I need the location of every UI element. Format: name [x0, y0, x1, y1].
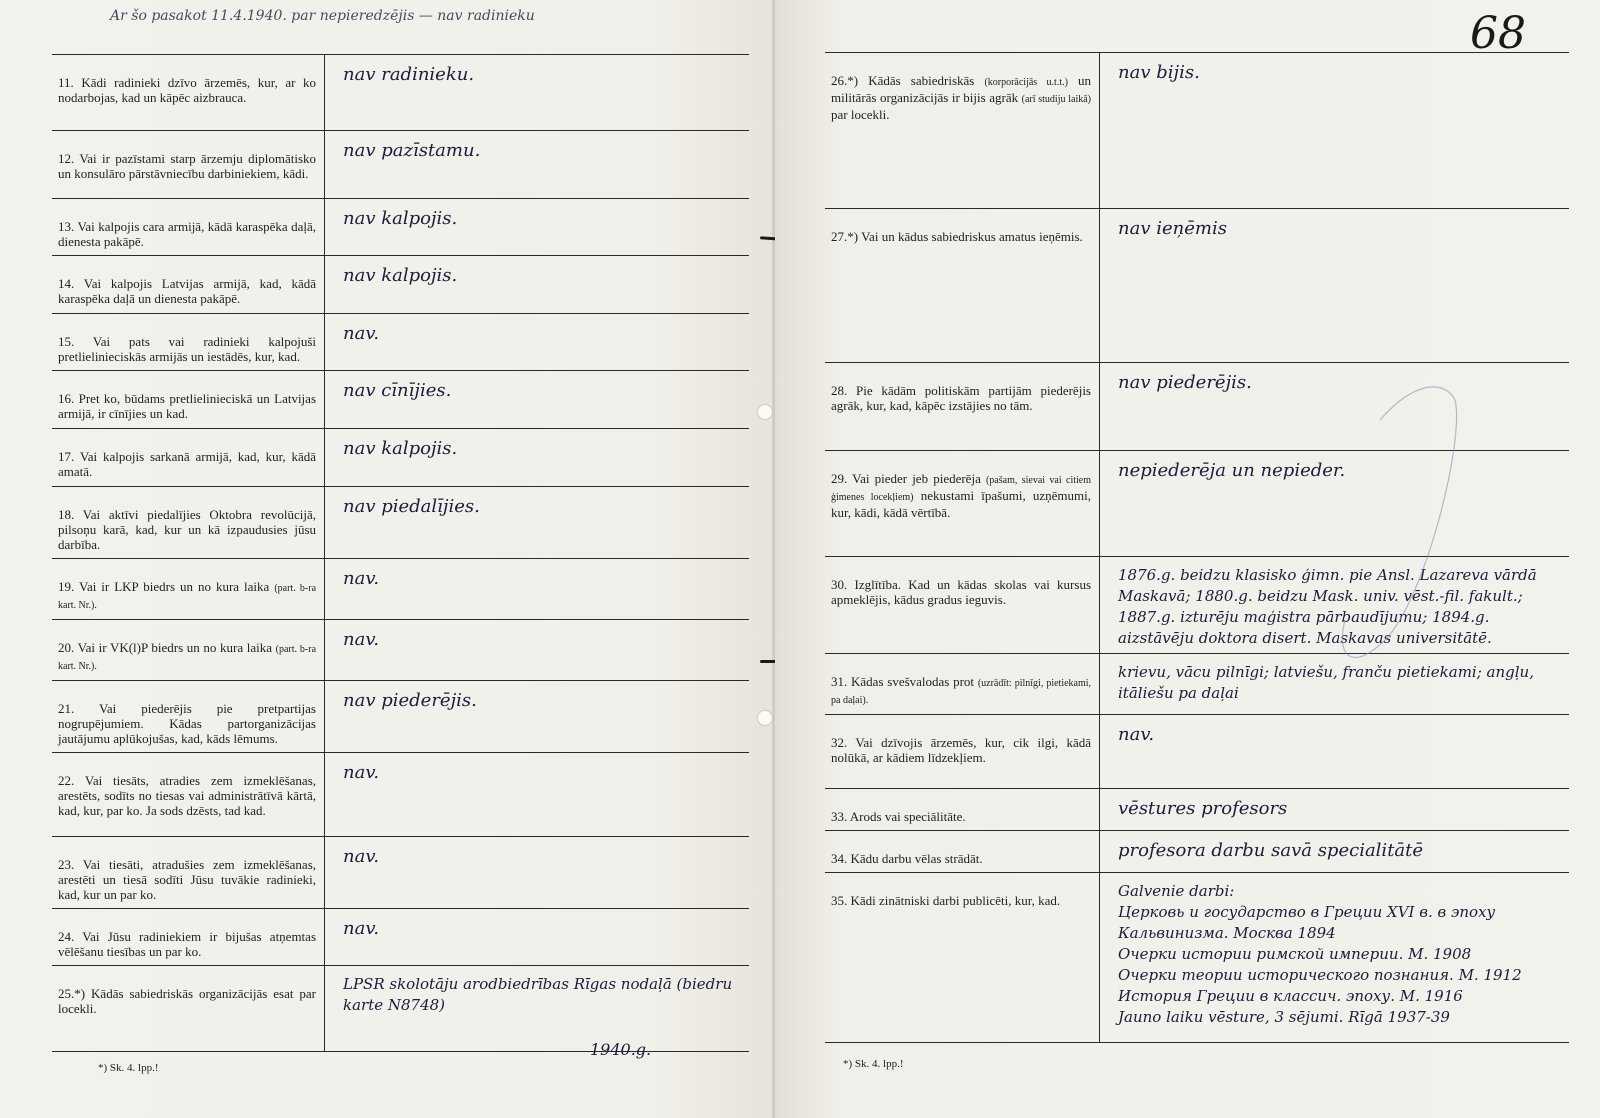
- question-number: 32.: [831, 735, 848, 750]
- question-cell: [52, 199, 325, 256]
- question-row: [52, 199, 749, 256]
- question-text: Kādās sabiedriskās organizācijās esat par locekli.: [58, 986, 316, 1016]
- handwritten-answer: vēstures profesors: [1118, 798, 1288, 819]
- question-number: 25.*): [58, 986, 86, 1001]
- answer-cell: [325, 199, 750, 256]
- question-cell: [52, 966, 325, 1052]
- question-number: 16.: [58, 391, 75, 406]
- question-row: [52, 429, 749, 487]
- question-cell: [52, 131, 325, 199]
- membership-year-note: 1940.g.: [590, 1040, 652, 1059]
- question-row: [52, 314, 749, 371]
- question-cell: [52, 487, 325, 559]
- question-note: (part. b-ra kart. Nr.).: [58, 644, 317, 672]
- handwritten-answer: nav kalpojis.: [343, 208, 458, 229]
- question-text: Vai ir LKP biedrs un no kura laika: [79, 579, 270, 594]
- handwritten-answer: 1876.g. beidzu klasisko ģimn. pie Ansl. Lazareva vārdā Maskavā; 1880.g. beidzu Mask. univ. vēst.-fil. fakult.; 1887.g. izturēju maģistra pārbaudījumu; 1894.g. aizstāvēju doktora disert. Maskavas universitātē.: [1118, 566, 1542, 647]
- answer-line: Очерки истории римской империи. М. 1908: [1118, 945, 1472, 963]
- answer-cell: [325, 753, 750, 837]
- question-text: Vai pieder jeb piederēja: [852, 471, 981, 486]
- question-number: 29.: [831, 471, 848, 486]
- question-text: Vai pats vai radinieki kalpojuši pretlielinieciskās armijās un iestādēs, kur, kad.: [58, 334, 316, 364]
- question-text: Vai tiesāts, atradies zem izmeklēšanas, arestēts, sodīts no tiesas vai administrātīvā kārtā, kad, kur, par ko. Ja sods dzēsts, tad kad.: [58, 773, 317, 818]
- question-number: 13.: [58, 219, 75, 234]
- question-text: Vai dzīvojis ārzemēs, kur, cik ilgi, kādā nolūkā, ar kādiem līdzekļiem.: [831, 735, 1092, 765]
- question-row: [52, 55, 749, 131]
- question-text: Kādi radinieki dzīvo ārzemēs, kur, ar ko nodarbojas, kad un kāpēc aizbrauca.: [58, 75, 316, 105]
- question-number: 22.: [58, 773, 75, 788]
- left-footnote: *) Sk. 4. lpp.!: [98, 1062, 159, 1074]
- question-text: Vai piederējis pie pretpartijas nogrupējumiem. Kādas partorganizācijas jautājumu aplūkojušas, kad, kāds lēmums.: [58, 701, 316, 746]
- question-number: 18.: [58, 507, 75, 522]
- question-note: (uzrādīt: pilnīgi, pietiekami, pa daļai).: [831, 678, 1092, 706]
- answer-cell: [325, 131, 750, 199]
- question-number: 19.: [58, 579, 75, 594]
- question-text: Vai kalpojis sarkanā armijā, kad, kur, kādā amatā.: [58, 449, 317, 479]
- question-note: (pašam, sievai vai citiem ģimenes locekļiem): [831, 475, 1091, 503]
- question-text: Izglītība. Kad un kādas skolas vai kursus apmeklējis, kādus gradus ieguvis.: [831, 577, 1092, 607]
- question-cell: [52, 429, 325, 487]
- handwritten-answer: nav.: [343, 629, 380, 650]
- question-text-cont: nekustami īpašumi, uzņēmumi, kur, kādi, kādā vērtībā.: [831, 488, 1091, 520]
- question-number: 30.: [831, 577, 848, 592]
- question-cell: [52, 559, 325, 620]
- answer-cell: [325, 620, 750, 681]
- question-row: [52, 256, 749, 314]
- handwritten-answer: krievu, vācu pilnīgi; latviešu, franču pietiekami; angļu, itāliešu pa daļai: [1118, 663, 1539, 702]
- punch-hole-left-2: [757, 710, 773, 726]
- question-text: Kādi zinātniski darbi publicēti, kur, kad.: [850, 893, 1061, 908]
- answer-line: Очерки теории исторического познания. М. 1912: [1118, 966, 1522, 984]
- question-number: 27.*): [831, 229, 859, 244]
- handwritten-answer: nav.: [343, 762, 380, 783]
- question-text: Kādās sabiedriskās: [868, 73, 975, 88]
- question-note: (part. b-ra kart. Nr.).: [58, 583, 317, 611]
- answer-cell: [325, 256, 750, 314]
- answer-cell: [325, 371, 750, 429]
- question-number: 21.: [58, 701, 75, 716]
- handwritten-answer: nav pazīstamu.: [343, 140, 481, 161]
- question-number: 20.: [58, 640, 75, 655]
- question-row: [52, 837, 749, 909]
- question-number: 28.: [831, 383, 848, 398]
- answer-cell: [325, 487, 750, 559]
- question-cell: [52, 371, 325, 429]
- answer-line: Церковь и государство в Греции XVI в. в эпоху Кальвинизма. Москва 1894: [1118, 903, 1501, 942]
- question-text-cont: par locekli.: [831, 107, 890, 122]
- right-page: [775, 0, 1600, 1118]
- question-text: Kādu darbu vēlas strādāt.: [850, 851, 983, 866]
- question-row: [52, 909, 749, 966]
- question-row: [52, 559, 749, 620]
- question-row: [52, 620, 749, 681]
- question-text: Vai tiesāti, atradušies zem izmeklēšanas, arestēti un tiesā sodīti Jūsu tuvākie radinieki, kad, kur un par ko.: [58, 857, 317, 902]
- question-cell: [52, 837, 325, 909]
- handwritten-answer: nav bijis.: [1118, 62, 1200, 83]
- answer-line: Galvenie darbi:: [1118, 882, 1235, 900]
- question-number: 34.: [831, 851, 848, 866]
- question-cell: [52, 909, 325, 966]
- right-footnote: *) Sk. 4. lpp.!: [843, 1058, 904, 1070]
- question-text: Pie kādām politiskām partijām piederējis agrāk, kur, kad, kāpēc izstājies no tām.: [831, 383, 1091, 413]
- question-number: 17.: [58, 449, 75, 464]
- question-cell: [52, 753, 325, 837]
- answer-cell: [325, 559, 750, 620]
- question-row: [52, 966, 749, 1052]
- question-text: Kādas svešvalodas prot: [851, 674, 975, 689]
- question-number: 23.: [58, 857, 75, 872]
- handwritten-answer: nav ieņēmis: [1118, 218, 1227, 239]
- top-handwritten-note: Ar šo pasakot 11.4.1940. par nepieredzējis — nav radinieku: [110, 8, 535, 24]
- handwritten-answer: nav piederējis.: [343, 690, 477, 711]
- answer-line: Jauno laiku vēsture, 3 sējumi. Rīgā 1937-39: [1118, 1008, 1450, 1026]
- handwritten-answer: nav cīnījies.: [343, 380, 452, 401]
- question-row: [52, 487, 749, 559]
- question-text: Vai kalpojis Latvijas armijā, kad, kādā karaspēka daļā un dienesta pakāpē.: [58, 276, 316, 306]
- handwritten-answer: nav.: [343, 568, 380, 589]
- punch-hole-left: [757, 404, 773, 420]
- page-number: 68: [1470, 8, 1526, 59]
- question-note: (arī studiju laikā): [1021, 94, 1092, 105]
- left-page: [0, 0, 775, 1118]
- answer-cell: [325, 909, 750, 966]
- question-cell: [52, 256, 325, 314]
- question-number: 14.: [58, 276, 75, 291]
- question-number: 11.: [58, 75, 74, 90]
- handwritten-answer: nepiederēja un nepieder.: [1118, 460, 1346, 481]
- question-text: Vai ir VK(l)P biedrs un no kura laika: [77, 640, 273, 655]
- question-text: Vai aktīvi piedalījies Oktobra revolūcijā, pilsoņu karā, kad, kur un kā izpaudusies jūsu darbība.: [58, 507, 317, 552]
- question-number: 24.: [58, 929, 75, 944]
- question-cell: [52, 55, 325, 131]
- pencil-stroke: [775, 0, 1600, 1118]
- question-cell: [52, 314, 325, 371]
- handwritten-answer: profesora darbu savā specialitātē: [1118, 840, 1424, 861]
- question-text: Vai ir pazīstami starp ārzemju diplomātisko un konsulāro pārstāvniecību darbiniekiem, kādi.: [58, 151, 316, 181]
- question-text-cont: un militārās organizācijās ir bijis agrāk: [831, 73, 1092, 105]
- handwritten-answer: nav.: [343, 846, 380, 867]
- answer-cell: [325, 429, 750, 487]
- handwritten-answer: nav kalpojis.: [343, 265, 458, 286]
- handwritten-answer: nav piederējis.: [1118, 372, 1252, 393]
- question-text: Vai kalpojis cara armijā, kādā karaspēka daļā, dienesta pakāpē.: [58, 219, 317, 249]
- answer-cell: [325, 55, 750, 131]
- question-text: Vai un kādus sabiedriskus amatus ieņēmis.: [861, 229, 1083, 244]
- question-number: 15.: [58, 334, 75, 349]
- answer-cell: [325, 966, 750, 1052]
- handwritten-answer: nav radinieku.: [343, 64, 475, 85]
- handwritten-answer: nav kalpojis.: [343, 438, 458, 459]
- question-number: 26.*): [831, 73, 859, 88]
- question-cell: [52, 620, 325, 681]
- answer-cell: [325, 837, 750, 909]
- question-row: [52, 131, 749, 199]
- question-row: [52, 681, 749, 753]
- question-cell: [52, 681, 325, 753]
- answer-cell: [325, 314, 750, 371]
- question-number: 12.: [58, 151, 75, 166]
- question-text: Pret ko, būdams pretlielinieciskā un Latvijas armijā, ir cīnījies un kad.: [58, 391, 317, 421]
- question-text: Arods vai speciālitāte.: [849, 809, 966, 824]
- handwritten-answer: nav.: [343, 918, 380, 939]
- handwritten-answer: nav piedalījies.: [343, 496, 480, 517]
- question-text: Vai Jūsu radiniekiem ir bijušas atņemtas vēlēšanu tiesības un par ko.: [58, 929, 316, 959]
- handwritten-answer: nav.: [1118, 724, 1155, 745]
- question-note: (korporācijās u.t.t.): [984, 77, 1068, 88]
- handwritten-answer: LPSR skolotāju arodbiedrības Rīgas nodaļā (biedru karte N8748): [343, 975, 737, 1014]
- question-row: [52, 371, 749, 429]
- answer-cell: [325, 681, 750, 753]
- handwritten-answer: nav.: [343, 323, 380, 344]
- question-number: 35.: [831, 893, 848, 908]
- answer-line: История Греции в классич. эпоху. М. 1916: [1118, 987, 1463, 1005]
- left-questionnaire-table: [52, 54, 749, 1052]
- question-number: 33.: [831, 809, 848, 824]
- question-number: 31.: [831, 674, 848, 689]
- question-row: [52, 753, 749, 837]
